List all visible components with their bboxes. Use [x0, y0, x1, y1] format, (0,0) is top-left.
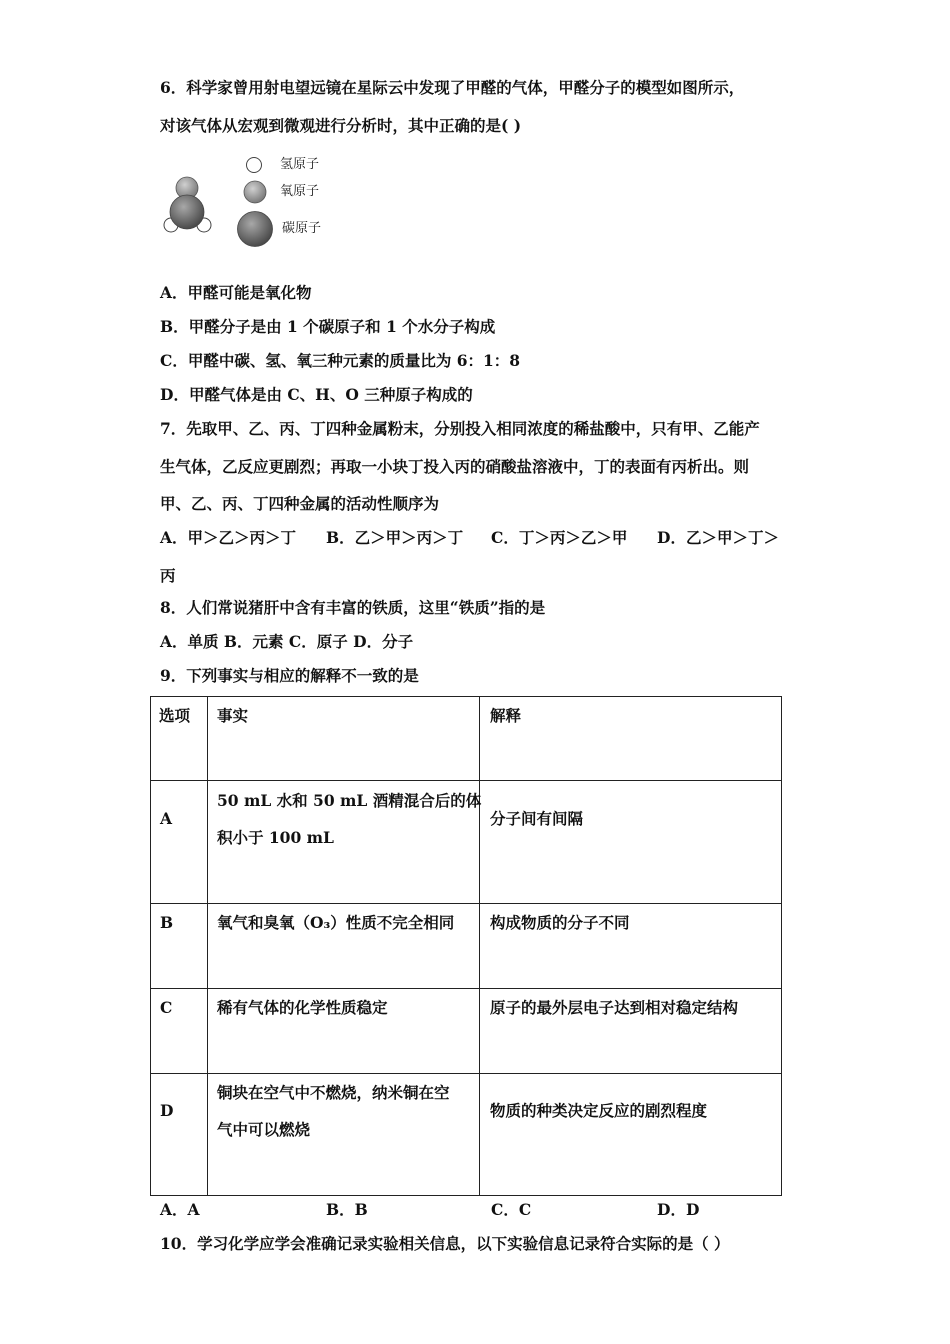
q9-option-d: D．D — [657, 1200, 700, 1219]
q7-option-b: B．乙＞甲＞丙＞丁 — [326, 528, 464, 547]
q7-option-a: A．甲＞乙＞丙＞丁 — [160, 528, 297, 547]
formaldehyde-model-figure — [155, 150, 355, 255]
table-row-c-fact: 稀有气体的化学性质稳定 — [217, 998, 388, 1017]
q8-options: A．单质 B．元素 C．原子 D．分子 — [160, 632, 414, 651]
q7-option-c: C．丁＞丙＞乙＞甲 — [491, 528, 628, 547]
table-header-fact: 事实 — [217, 706, 249, 725]
q9-stem: 9．下列事实与相应的解释不一致的是 — [160, 666, 419, 685]
table-row-d-explanation: 物质的种类决定反应的剧烈程度 — [490, 1101, 708, 1120]
legend-oxygen-icon — [244, 181, 266, 203]
table-row-a-fact-line1: 50 mL 水和 50 mL 酒精混合后的体 — [217, 791, 482, 810]
legend-carbon-label: 碳原子 — [282, 221, 322, 236]
q6-option-d: D．甲醛气体是由 C、H、O 三种原子构成的 — [160, 385, 473, 404]
table-row-a-fact-line2: 积小于 100 mL — [217, 828, 334, 847]
legend-oxygen-label: 氧原子 — [280, 184, 320, 199]
q9-option-a: A．A — [160, 1200, 200, 1219]
table-header-explanation: 解释 — [490, 706, 522, 725]
table-row-a-option: A — [160, 809, 173, 828]
q7-option-d: D．乙＞甲＞丁＞ — [657, 528, 779, 547]
table-row-d-fact-line2: 气中可以燃烧 — [217, 1120, 311, 1139]
table-row-c-option: C — [160, 998, 173, 1017]
q8-stem: 8．人们常说猪肝中含有丰富的铁质，这里“铁质”指的是 — [160, 598, 546, 617]
table-header-option: 选项 — [159, 706, 191, 725]
table-row-d-option: D — [160, 1101, 174, 1120]
q10-stem: 10．学习化学应学会准确记录实验相关信息，以下实验信息记录符合实际的是（ ） — [160, 1234, 730, 1253]
q6-option-b: B．甲醛分子是由 1 个碳原子和 1 个水分子构成 — [160, 317, 496, 336]
molecule-model — [164, 177, 211, 232]
q6-option-a: A．甲醛可能是氧化物 — [160, 283, 312, 302]
q6-option-c: C．甲醛中碳、氢、氧三种元素的质量比为 6：1：8 — [160, 351, 521, 370]
q6-stem-line2: 对该气体从宏观到微观进行分析时，其中正确的是( ) — [160, 116, 522, 135]
q7-stem-line1: 7．先取甲、乙、丙、丁四种金属粉末，分别投入相同浓度的稀盐酸中，只有甲、乙能产 — [160, 419, 760, 438]
table-row-b-explanation: 构成物质的分子不同 — [490, 913, 630, 932]
table-row-d-fact-line1: 铜块在空气中不燃烧，纳米铜在空 — [217, 1083, 450, 1102]
table-row-c-explanation: 原子的最外层电子达到相对稳定结构 — [490, 998, 739, 1017]
q7-stem-line3: 甲、乙、丙、丁四种金属的活动性顺序为 — [160, 494, 440, 513]
carbon-atom-icon — [170, 195, 204, 229]
q9-option-c: C．C — [491, 1200, 532, 1219]
q7-option-d-wrap: 丙 — [160, 566, 176, 585]
q9-option-b: B．B — [326, 1200, 368, 1219]
legend-hydrogen-icon — [247, 158, 262, 173]
legend-hydrogen-label: 氢原子 — [280, 157, 320, 172]
legend-carbon-icon — [238, 212, 273, 247]
table-row-b-option: B — [160, 913, 174, 932]
q6-stem-line1: 6．科学家曾用射电望远镜在星际云中发现了甲醛的气体，甲醛分子的模型如图所示， — [160, 78, 745, 97]
table-row-a-explanation: 分子间有间隔 — [490, 809, 584, 828]
table-row-b-fact: 氧气和臭氧（O₃）性质不完全相同 — [217, 913, 455, 932]
q7-stem-line2: 生气体，乙反应更剧烈；再取一小块丁投入丙的硝酸盐溶液中，丁的表面有丙析出。则 — [160, 457, 750, 476]
